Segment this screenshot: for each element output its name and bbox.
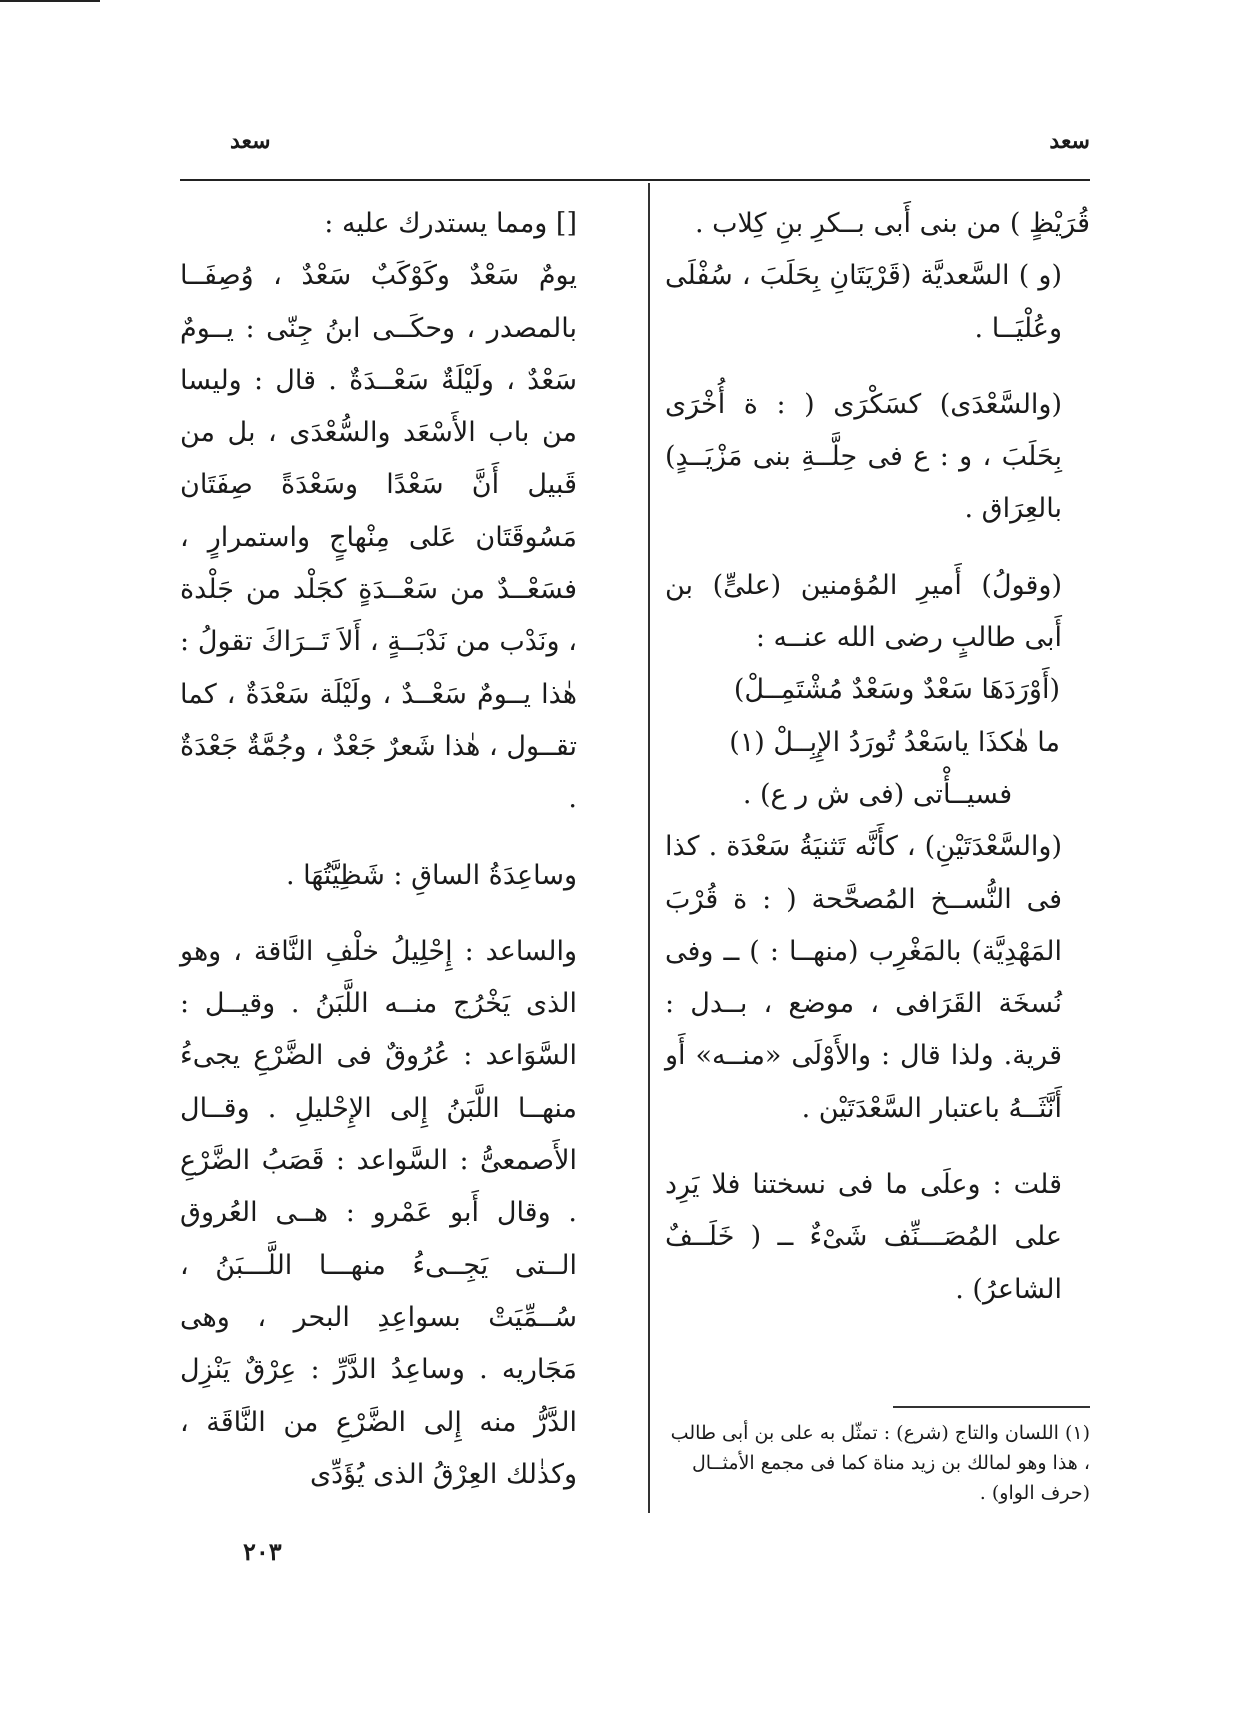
- header-rule: [180, 179, 1090, 181]
- paragraph: (والسَّعْدَى) كسَكْرَى ( : ة أُخْرَى بِحَلَبَ ، و : ع فى حِلَّــةِ بنى مَزْيَــدٍ) بالعِرَاق .: [665, 388, 1062, 525]
- page-header: [180, 128, 1090, 168]
- header-word-left: سعد: [230, 128, 271, 154]
- footnote: [665, 1418, 1090, 1508]
- paragraph: وساعِدَةُ الساقِ : شَظِيَّتُهَا .: [285, 859, 577, 891]
- paragraph: (و ) السَّعديَّة (قَرْيَتَانِ بِحَلَبَ ، سُفْلَى وعُلْيَــا .: [665, 260, 1062, 344]
- header-word-right: سعد: [1049, 128, 1090, 154]
- left-column: [180, 198, 605, 1501]
- footnote-rule: [893, 1406, 1090, 1408]
- column-divider: [648, 183, 650, 1513]
- verse-line: ما هٰكذَا ياسَعْدُ تُورَدُ الإِبِــلْ (١): [729, 726, 1060, 758]
- paragraph: قُرَيْظٍ ) من بنى أَبى بــكرِ بنِ كِلاب .: [694, 208, 1090, 239]
- paragraph: قلت : وعلَى ما فى نسختنا فلا يَرِد على المُصَـــنِّف شَىْءٌ ــ ( خَلَــفٌ الشاعرُ) .: [665, 1169, 1062, 1305]
- page-number: ٢٠٣: [243, 1537, 282, 1566]
- paragraph: فسيــأْتى (فى ش ر ع) .: [742, 778, 1013, 810]
- paragraph: والساعد : إِحْلِيلُ خلْفِ النَّاقة ، وهو الذى يَخْرُج منــه اللَّبَنُ . وقيــل : السَّوَاعد : عُرُوقٌ فى الضَّرْعِ يجىءُ منهــا اللَّبَنُ إِلى الإِحْليلِ . وقــال الأَصمعىُّ : السَّواعد : قَصَبُ الضَّرْعِ . وقال أَبو عَمْرو : هــى العُروق الــتى يَجِــىءُ منهـــا اللَّـــبَنُ ، سُــمِّيَتْ بسواعِدِ البحر ، وهى مَجَاريه . وساعِدُ الدَّرِّ : عِرْقٌ يَنْزِل الدَّرُّ منه إِلى الضَّرْعِ من النَّاقَة ، وكذٰلك العِرْقُ الذى يُؤَدِّى: [180, 935, 577, 1490]
- paragraph: يومٌ سَعْدٌ وكَوْكَبٌ سَعْدٌ ، وُصِفَــا بالمصدر ، وحكَــى ابنُ جِنّى : يــومٌ سَعْدٌ ، ولَيْلَةٌ سَعْــدَةٌ . قال : وليسا من باب الأَسْعَد والسُّعْدَى ، بل من قَبيل أَنَّ سَعْدًا وسَعْدَةً صِفَتَان مَسُوقَتَان عَلى مِنْهاجٍ واستمرارٍ ، فسَعْــدٌ من سَعْــدَةٍ كجَلْد من جَلْدة ، ونَدْب من نَدْبَــةٍ ، أَلاَ تَــرَاكَ تقولُ : هٰذا يــومٌ سَعْــدٌ ، ولَيْلَة سَعْدَةٌ ، كما تقــول ، هٰذا شَعرٌ جَعْدٌ ، وجُمَّةٌ جَعْدَةٌ .: [180, 260, 577, 815]
- right-column: [665, 198, 1090, 1316]
- footnote-text: (١) اللسان والتاج (شرع) : تمثّل به على بن أبى طالب ، هذا وهو لمالك بن زيد مناة كما فى مجمع الأمثــال (حرف الواو) .: [670, 1422, 1090, 1504]
- scan-edge-mark: [0, 0, 100, 2]
- verse-line: (أَوْرَدَهَا سَعْدٌ وسَعْدٌ مُشْتَمِــلْ): [733, 674, 1060, 706]
- paragraph: (والسَّعْدَتَيْنِ) ، كأَنَّه تَثنيَةُ سَعْدَة . كذا فى النُّســخ المُصحَّحة ( : ة قُرْبَ المَهْدِيَّة) بالمَغْرِب (منهــا : ) ــ وفى نُسخَة القَرَافى ، موضع ، بــدل : قرية. ولذا قال : والأَوْلَى «منــه» أَو أَنَّثَــهُ باعتبار السَّعْدَتَيْن .: [665, 831, 1062, 1124]
- paragraph: (وقولُ) أَميرِ المُؤمنين (علىٍّ) بن أَبى طالبٍ رضى الله عنــه :: [665, 569, 1062, 654]
- paragraph: [] ومما يستدرك عليه :: [324, 208, 577, 239]
